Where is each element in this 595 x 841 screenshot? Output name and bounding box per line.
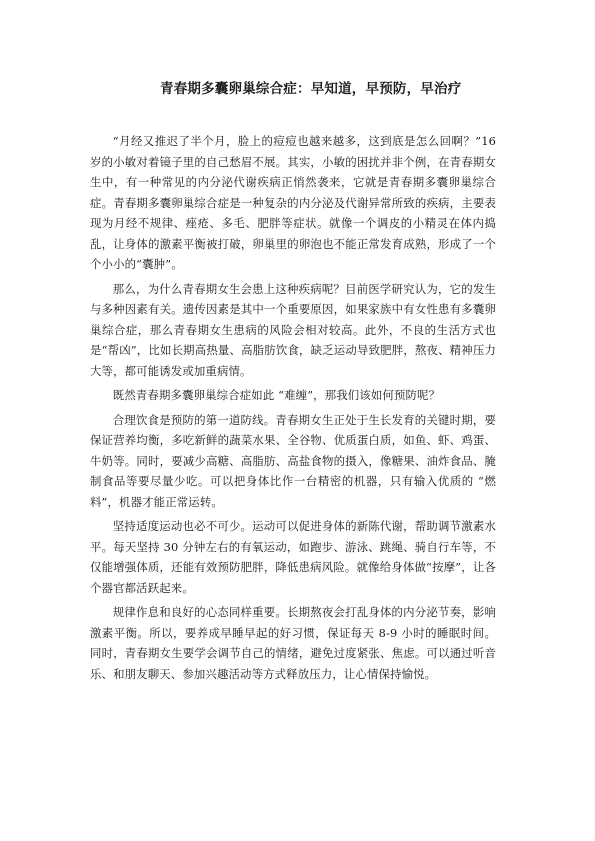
paragraph-2: 那么，为什么青春期女生会患上这种疾病呢？目前医学研究认为，它的发生与多种因素有关。遗传因素是其中一个重要原因，如果家族中有女性患有多囊卵巢综合症，那么青春期女生患病的风险会相对较高。此外，不良的生活方式也是“帮凶”，比如长期高热量、高脂肪饮食，缺乏运动导致肥胖，熬夜、精神压力大等，都可能诱发或加重病情。 xyxy=(90,281,496,378)
paragraph-6: 规律作息和良好的心态同样重要。长期熬夜会打乱身体的内分泌节奏，影响激素平衡。所以，要养成早睡早起的好习惯，保证每天 8-9 小时的睡眠时间。同时，青春期女生要学会调节自己的情绪，避免过度紧张、焦虑。可以通过听音乐、和朋友聊天、参加兴趣活动等方式释放压力，让心情保持愉悦。 xyxy=(90,605,496,681)
paragraph-1: “月经又推迟了半个月，脸上的痘痘也越来越多，这到底是怎么回啊？”16岁的小敏对着镜子里的自己愁眉不展。其实，小敏的困扰并非个例，在青春期女生中，有一种常见的内分泌代谢疾病正悄然袭来，它就是青春期多囊卵巢综合症。青春期多囊卵巢综合症是一种复杂的内分泌及代谢异常所致的疾病，主要表现为月经不规律、痤疮、多毛、肥胖等症状。就像一个调皮的小精灵在体内捣乱，让身体的激素平衡被打破，卵巢里的卵泡也不能正常发育成熟，形成了一个个小小的“囊肿”。 xyxy=(90,134,496,271)
paragraph-5: 坚持适度运动也必不可少。运动可以促进身体的新陈代谢，帮助调节激素水平。每天坚持 30 分钟左右的有氧运动，如跑步、游泳、跳绳、骑自行车等，不仅能增强体质，还能有效预防肥胖，降低患病风险。就像给身体做“按摩”，让各个器官都活跃起来。 xyxy=(90,519,496,595)
document-title: 青春期多囊卵巢综合症：早知道，早预防，早治疗 xyxy=(160,81,462,97)
document-body xyxy=(90,131,496,688)
paragraph-3: 既然青春期多囊卵巢综合症如此 “难缠”，那我们该如何预防呢？ xyxy=(112,388,441,402)
paragraph-4: 合理饮食是预防的第一道防线。青春期女生正处于生长发育的关键时期，要保证营养均衡，多吃新鲜的蔬菜水果、全谷物、优质蛋白质，如鱼、虾、鸡蛋、牛奶等。同时，要减少高糖、高脂肪、高盐食物的摄入，像糖果、油炸食品、腌制食品等要尽量少吃。可以把身体比作一台精密的机器，只有输入优质的 “燃料”，机器才能正常运转。 xyxy=(90,412,496,509)
